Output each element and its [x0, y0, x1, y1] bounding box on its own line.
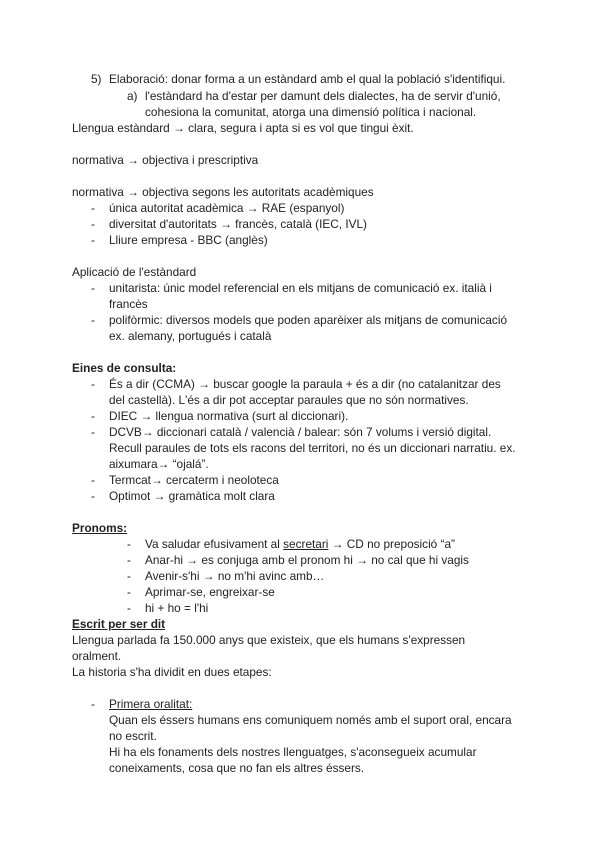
bullet-dash: - [91, 201, 95, 215]
primera-line-1: Quan els éssers humans ens comuniquem només amb el suport oral, encara [109, 713, 512, 727]
primera-oralitat-title: Primera oralitat: [109, 697, 193, 711]
normativa-item-1: única autoritat acadèmica → RAE (espanyol) [109, 201, 345, 215]
bullet-dash: - [127, 569, 131, 583]
bullet-dash: - [127, 585, 131, 599]
lengua-estandard-line: Llengua estàndard → clara, segura i apta si es vol que tingui èxit. [72, 121, 414, 135]
bullet-dash: - [91, 313, 95, 327]
bullet-dash: - [91, 281, 95, 295]
pronoms-item-3: Avenir-s'hi → no m'hi avinc amb… [145, 569, 325, 583]
normativa-item-3: Lliure empresa - BBC (anglès) [109, 233, 268, 247]
bullet-dash: - [91, 233, 95, 247]
pronoms-item-5: hi + ho = l'hi [145, 601, 209, 615]
list-number-5: 5) [91, 72, 102, 86]
eines-item-3-line-1: DCVB→ diccionari català / valencià / balear: són 7 volums i versió digital. [109, 425, 492, 439]
sub-marker-a: a) [127, 89, 138, 103]
aplicacio-item-2-line-2: ex. alemany, portugués i català [109, 329, 272, 343]
pronoms-item-2: Anar-hi → es conjuga amb el pronom hi → no cal que hi vagis [145, 553, 469, 567]
normativa-item-2: diversitat d'autoritats → francès, català (IEC, IVL) [109, 217, 367, 231]
escrit-para-2: La historia s'ha dividit en dues etapes: [72, 665, 272, 679]
eines-item-1-line-1: És a dir (CCMA) → buscar google la paraula + és a dir (no catalanitzar des [109, 377, 501, 391]
eines-title: Eines de consulta: [72, 361, 177, 375]
bullet-dash: - [91, 425, 95, 439]
escrit-title: Escrit per ser dit [72, 617, 166, 631]
bullet-dash: - [127, 537, 131, 551]
eines-item-3-line-2: Recull paraules de tots els racons del territori, no és un diccionari narratiu. ex. [109, 441, 516, 455]
aplicacio-item-1-line-1: unitarista: únic model referencial en els mitjans de comunicació ex. italià i [109, 281, 492, 295]
primera-line-4: coneixaments, cosa que no fan els altres éssers. [109, 761, 365, 775]
eines-item-3-line-3: aixumara→ “ojalá”. [109, 457, 209, 471]
pronoms-item-1: Va saludar efusivament al secretari → CD no preposició “a” [145, 537, 455, 551]
normativa-line-2: normativa → objectiva segons les autoritats acadèmiques [72, 185, 374, 199]
pronoms-title: Pronoms: [72, 521, 128, 535]
bullet-dash: - [91, 473, 95, 487]
bullet-dash: - [127, 553, 131, 567]
item5-sub-line-1: l'estàndard ha d'estar per damunt dels dialectes, ha de servir d'unió, [145, 89, 501, 103]
primera-line-2: no escrit. [109, 729, 157, 743]
primera-line-3: Hi ha els fonaments dels nostres llenguatges, s'aconsegueix acumular [109, 745, 477, 759]
bullet-dash: - [91, 697, 95, 711]
bullet-dash: - [127, 601, 131, 615]
bullet-dash: - [91, 217, 95, 231]
bullet-dash: - [91, 489, 95, 503]
aplicacio-item-1-line-2: francès [109, 297, 148, 311]
bullet-dash: - [91, 409, 95, 423]
eines-item-1-line-2: del castellà). L'és a dir pot acceptar paraules que no són normatives. [109, 393, 469, 407]
eines-item-4: Termcat→ cercaterm i neoloteca [109, 473, 279, 487]
normativa-line-1: normativa → objectiva i prescriptiva [72, 153, 259, 167]
item5-sub-line-2: cohesiona la comunitat, atorga una dimensió política i nacional. [145, 105, 477, 119]
aplicacio-title: Aplicació de l'estàndard [72, 265, 197, 279]
escrit-para-1-line-1: Llengua parlada fa 150.000 anys que existeix, que els humans s'expressen [72, 633, 466, 647]
eines-item-5: Optimot → gramàtica molt clara [109, 489, 275, 503]
pronoms-item-4: Aprimar-se, engreixar-se [145, 585, 275, 599]
bullet-dash: - [91, 377, 95, 391]
aplicacio-item-2-line-1: polifòrmic: diversos models que poden aparèixer als mitjans de comunicació [109, 313, 508, 327]
escrit-para-1-line-2: oralment. [72, 649, 122, 663]
item5-text: Elaboració: donar forma a un estàndard amb el qual la població s'identifiqui. [109, 72, 506, 86]
eines-item-2: DIEC → llengua normativa (surt al diccionari). [109, 409, 349, 423]
underlined-word: secretari [283, 537, 329, 551]
